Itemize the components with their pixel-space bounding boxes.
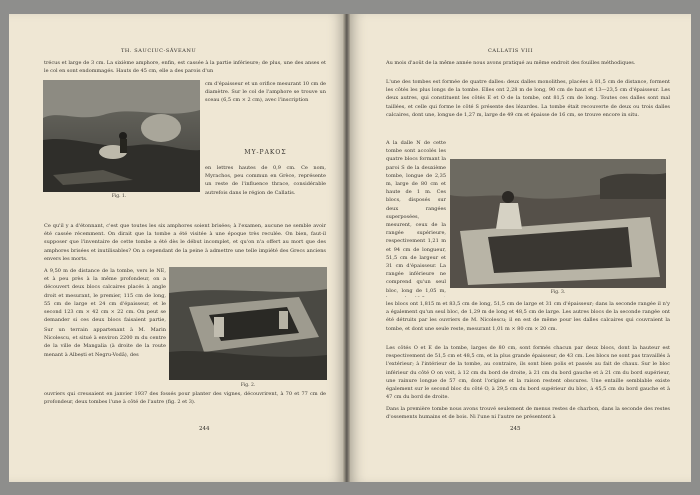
left-page [9, 14, 344, 482]
left-paragraph-side-2: en lettres hautes de 0,9 cm. Ce nom, Myrachos, peu commun en Grèce, représente un reste de l'influence thrace, considérable autrefois dans le région de Callatis. [205, 165, 326, 196]
left-paragraph-column-2: Sur un terrain appartenant à M. Marin Nicolescu, et situé à environ 2200 m du centre de la ville de Mangalia (à droite de la route menant à Albești et Negru-Vodă), des [44, 327, 166, 358]
right-paragraph-1: L'une des tombes est formée de quatre dalles: deux dalles monolithes, placées à 81,5 cm de distance, forment les côtés les plus longs de la tombe. Elles ont 2,28 m de long, 90 cm de haut et 13—23,5 cm d'épaisseur. Les deux autres, qui constituent les côtés E et O de la tombe, ont 81,5 cm de long. Toutes ces dalles sont mal taillées, et celle qui forme le côté S présente des lézardes. La tombe était recouverte de deux ou trois dalles calcaires, dont une, longue de 1,27 m, large de 49 cm et épaisse de 16 cm, se trouve encore in situ. [386, 79, 670, 118]
left-running-head: TH. SAUCIUC-SĂVEANU [121, 48, 197, 54]
right-paragraph-2: A la dalle N de cette tombe sont accolés les quatre blocs formant la paroi S de la deuxième tombe, longue de 2,35 m, large de 80 cm et haute de 1 m. Ces blocs, disposés sur deux rangées superposées, mesurent, ceux de la rangée supérieure, respectivement 1,21 m et 94 cm de longueur, 51,5 cm de largeur et 31 cm d'épaisseur. La rangée inférieure ne comprend qu'un seul bloc, long de 1,05 m, [386, 140, 446, 294]
left-paragraph-middle: Ce qu'il y a d'étonnant, c'est que toutes les six amphores soient brisées; à l'examen, aucune ne semble avoir été cassée récemment. On dirait que la tombe a été visitée à une époque très reculée. On bien, faut-il supposer que l'inventaire de cette tombe a été dès le début incomplet, et qu'on n'a offert au mort que des amphores brisées et inutilisables? On a cependant de la peine à admettre une telle impiété des Grecs anciens envers les morts. [44, 223, 326, 262]
left-page-number: 244 [199, 426, 210, 432]
left-paragraph-side: cm d'épaisseur et un orifice mesurant 10 cm de diamètre. Sur le col de l'amphore se trouve un sceau (6,5 cm × 2 cm), avec l'inscription [205, 81, 326, 104]
figure-2-caption: Fig. 2. [240, 383, 256, 388]
figure-1-caption: Fig. 1. [111, 194, 127, 199]
right-paragraph-5: Dans la première tombe nous avons trouvé seulement de menus restes de charbon, dans la seconde des restes d'ossements humains et de bois. Ni l'une ni l'autre ne présentent à [386, 406, 670, 421]
left-paragraph-top: trécus et large de 3 cm. La sixième amphore, enfin, est cassée à la partie inférieure; de plus, une des anses et le col en sont endommagés. Hauts de 45 cm, elle a des parois d'un [44, 60, 326, 75]
right-paragraph-3: les blocs ont 1,815 m et 83,5 cm de long, 51,5 cm de large et 31 cm d'épaisseur; dans la seconde rangée il n'y a également qu'un seul bloc, de 1,29 m de long et 48,5 cm de large. Les autres blocs de la seconde rangée ont été détruits par les ouvriers de M. Nicolescu; il en est de même pour les dalles calcaires qui couvraient la tombe, et dont une seule reste, mesurant 1,01 m × 80 cm × 20 cm. [386, 301, 670, 332]
left-paragraph-bottom: ouvriers qui creusaient en janvier 1937 des fossés pour planter des vignes, découvrirent, à 70 et 77 cm de profondeur, deux tombes l'une à côté de l'autre (fig. 2 et 3). [44, 391, 326, 406]
right-page-number: 245 [510, 426, 521, 432]
right-paragraph-4: Les côtés O et E de la tombe, larges de 80 cm, sont formés chacun par deux blocs, dont la hauteur est respectivement de 51,5 cm et 48,5 cm, et la plus grande épaisseur, de 43 cm. Les blocs ne sont pas travaillés à l'extérieur; à l'intérieur de la tombe, au contraire, ils sont bien polis et passés au fait de chaux. Sur le bloc inférieur du côté O on voit, à 12 cm du bord de droite, à 21 cm du bord gauche et à 21 cm du bord supérieur, une rainure longue de 57 cm, dont l'origine et la raison restent obscures. Une entaille semblable existe également sur le second bloc du côté O, à 29,5 cm du bord supérieur du bloc, à 45,5 cm du bord gauche et à 47 cm du bord de droite. [386, 345, 670, 401]
right-paragraph-intro: Au mois d'août de la même année nous avons pratiqué au même endroit des fouilles méthodiques. [386, 60, 636, 66]
figure-1-photo [43, 80, 200, 192]
right-running-head: CALLATIS VIII [488, 48, 534, 54]
figure-3-photo [450, 159, 666, 288]
figure-2-photo [169, 267, 327, 380]
right-page [350, 14, 691, 482]
amphora-stamp-inscription: ΜΥ-ΡΑΚΟΣ [244, 149, 287, 156]
left-paragraph-column: A 9,50 m de distance de la tombe, vers le NE, et à peu près à la même profondeur, on a découvert deux blocs calcaires placés à angle droit et mesurant, le premier, 115 cm de long, 55 cm de large et 24 cm d'épaisseur, et le second 123 cm × 42 cm × 22 cm. On peut se demander si ces deux blocs faisaient partie, [44, 268, 166, 324]
figure-3-caption: Fig. 3. [550, 290, 566, 295]
